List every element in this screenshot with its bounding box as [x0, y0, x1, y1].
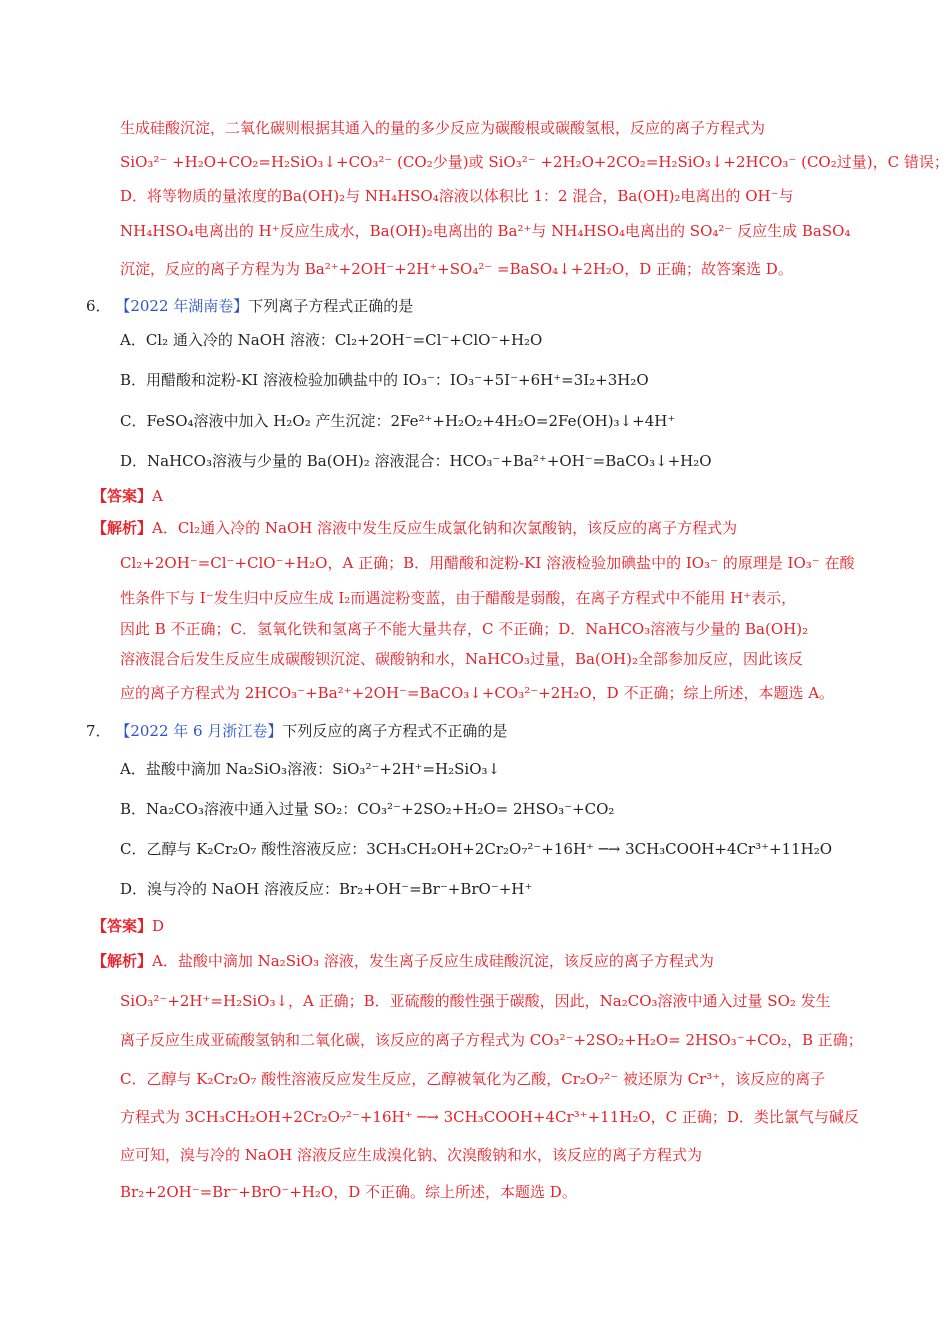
answer-value: D [152, 917, 165, 935]
question-6-heading [86, 295, 413, 317]
question-7-heading [86, 720, 507, 742]
analysis-line: Cl₂+2OH⁻=Cl⁻+ClO⁻+H₂O，A 正确；B．用醋酸和淀粉-KI 溶液检验加碘盐中的 IO₃⁻ 的原理是 IO₃⁻ 在酸 [120, 554, 855, 572]
q5-analysis-line: 沉淀，反应的离子方程为为 Ba²⁺+2OH⁻+2H⁺+SO₄²⁻ =BaSO₄↓+2H₂O，D 正确；故答案选 D。 [120, 260, 793, 278]
q5-analysis-line: D．将等物质的量浓度的Ba(OH)₂与 NH₄HSO₄溶液以体积比 1：2 混合，Ba(OH)₂电离出的 OH⁻与 [120, 187, 794, 205]
analysis-line: A．盐酸中滴加 Na₂SiO₃ 溶液，发生离子反应生成硅酸沉淀，该反应的离子方程式为 [152, 952, 714, 970]
analysis-line: 溶液混合后发生反应生成碳酸钡沉淀、碳酸钠和水，NaHCO₃过量，Ba(OH)₂全部参加反应，因此该反 [120, 650, 804, 668]
option-c: C．乙醇与 K₂Cr₂O₇ 酸性溶液反应：3CH₃CH₂OH+2Cr₂O₇²⁻+16H⁺ ─→ 3CH₃COOH+4Cr³⁺+11H₂O [120, 840, 833, 858]
analysis-line: 应的离子方程式为 2HCO₃⁻+Ba²⁺+2OH⁻=BaCO₃↓+CO₃²⁻+2H₂O，D 不正确；综上所述，本题选 A。 [120, 684, 835, 702]
answer-value: A [152, 487, 163, 505]
option-a: A．盐酸中滴加 Na₂SiO₃溶液：SiO₃²⁻+2H⁺=H₂SiO₃↓ [120, 760, 501, 778]
q5-analysis-line: 生成硅酸沉淀，二氧化碳则根据其通入的量的多少反应为碳酸根或碳酸氢根，反应的离子方程式为 [120, 119, 766, 137]
answer-label: 【答案】 [92, 487, 153, 505]
question-number: 7． [86, 722, 111, 740]
analysis-line: 方程式为 3CH₃CH₂OH+2Cr₂O₇²⁻+16H⁺ ─→ 3CH₃COOH+4Cr³⁺+11H₂O，C 正确；D．类比氯气与碱反 [120, 1108, 859, 1126]
question-source: 【2022 年 6 月浙江卷】 [115, 722, 283, 740]
question-stem: 下列反应的离子方程式不正确的是 [282, 722, 508, 740]
q5-analysis-line: NH₄HSO₄电离出的 H⁺反应生成水，Ba(OH)₂电离出的 Ba²⁺与 NH₄HSO₄电离出的 SO₄²⁻ 反应生成 BaSO₄ [120, 222, 851, 240]
analysis-line: 性条件下与 I⁻发生归中反应生成 I₂而遇淀粉变蓝，由于醋酸是弱酸，在离子方程式中不能用 H⁺表示， [120, 589, 797, 607]
question-number: 6． [86, 297, 111, 315]
answer-label: 【答案】 [92, 917, 153, 935]
answer-row [92, 485, 163, 507]
option-b: B．Na₂CO₃溶液中通入过量 SO₂：CO₃²⁻+2SO₂+H₂O= 2HSO₃⁻+CO₂ [120, 800, 615, 818]
q5-analysis-line: SiO₃²⁻ +H₂O+CO₂=H₂SiO₃↓+CO₃²⁻ (CO₂少量)或 SiO₃²⁻ +2H₂O+2CO₂=H₂SiO₃↓+2HCO₃⁻ (CO₂过量)，C 错误； [120, 153, 949, 171]
analysis-label: 【解析】 [92, 952, 153, 970]
analysis-line: A．Cl₂通入冷的 NaOH 溶液中发生反应生成氯化钠和次氯酸钠，该反应的离子方程式为 [152, 519, 738, 537]
analysis-line: C．乙醇与 K₂Cr₂O₇ 酸性溶液反应发生反应，乙醇被氧化为乙酸，Cr₂O₇²⁻ 被还原为 Cr³⁺，该反应的离子 [120, 1070, 826, 1088]
option-c: C．FeSO₄溶液中加入 H₂O₂ 产生沉淀：2Fe²⁺+H₂O₂+4H₂O=2Fe(OH)₃↓+4H⁺ [120, 412, 676, 430]
analysis-first-line [92, 950, 714, 972]
analysis-line: 离子反应生成亚硫酸氢钠和二氧化碳，该反应的离子方程式为 CO₃²⁻+2SO₂+H₂O= 2HSO₃⁻+CO₂，B 正确； [120, 1031, 863, 1049]
analysis-line: 因此 B 不正确；C．氢氧化铁和氢离子不能大量共存，C 不正确；D．NaHCO₃溶液与少量的 Ba(OH)₂ [120, 620, 809, 638]
option-b: B．用醋酸和淀粉-KI 溶液检验加碘盐中的 IO₃⁻：IO₃⁻+5I⁻+6H⁺=3I₂+3H₂O [120, 371, 649, 389]
analysis-label: 【解析】 [92, 519, 153, 537]
analysis-line: SiO₃²⁻+2H⁺=H₂SiO₃↓，A 正确；B．亚硫酸的酸性强于碳酸，因此，Na₂CO₃溶液中通入过量 SO₂ 发生 [120, 992, 831, 1010]
analysis-first-line [92, 517, 737, 539]
question-source: 【2022 年湖南卷】 [115, 297, 249, 315]
question-stem: 下列离子方程式正确的是 [248, 297, 414, 315]
analysis-line: 应可知，溴与冷的 NaOH 溶液反应生成溴化钠、次溴酸钠和水，该反应的离子方程式为 [120, 1146, 702, 1164]
option-d: D．NaHCO₃溶液与少量的 Ba(OH)₂ 溶液混合：HCO₃⁻+Ba²⁺+OH⁻=BaCO₃↓+H₂O [120, 452, 712, 470]
option-d: D．溴与冷的 NaOH 溶液反应：Br₂+OH⁻=Br⁻+BrO⁻+H⁺ [120, 880, 533, 898]
option-a: A．Cl₂ 通入冷的 NaOH 溶液：Cl₂+2OH⁻=Cl⁻+ClO⁻+H₂O [120, 331, 543, 349]
answer-row [92, 915, 164, 937]
analysis-line: Br₂+2OH⁻=Br⁻+BrO⁻+H₂O，D 不正确。综上所述，本题选 D。 [120, 1183, 577, 1201]
